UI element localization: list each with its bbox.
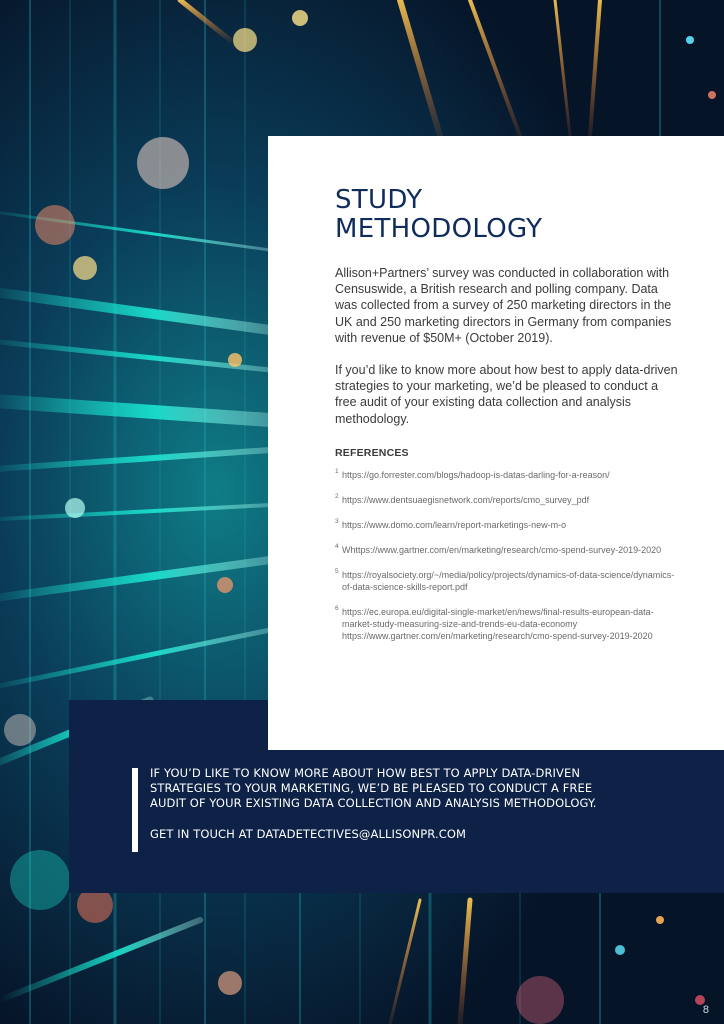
reference-item[interactable] [335, 544, 678, 556]
reference-item[interactable] [335, 519, 678, 531]
cta-accent-bar [132, 768, 138, 852]
audit-paragraph: If you’d like to know more about how best to apply data-driven strategies to your marketing, we’d be pleased to conduct a free audit of your existing data collection and analysis methodology. [335, 363, 678, 426]
reference-number: 2 [335, 492, 339, 500]
reference-item[interactable] [335, 606, 678, 642]
reference-item[interactable] [335, 469, 678, 481]
cta-text: IF YOU’D LIKE TO KNOW MORE ABOUT HOW BEST TO APPLY DATA-DRIVEN STRATEGIES TO YOUR MARKETING, WE’D BE PLEASED TO CONDUCT A FREE AUDIT OF YOUR EXISTING DATA COLLECTION AND ANALYSIS METHODOLOGY. [150, 766, 597, 810]
reference-link[interactable]: https://www.dentsuaegisnetwork.com/reports/cmo_survey_pdf [342, 494, 590, 505]
title-line-2: METHODOLOGY [335, 214, 543, 244]
reference-number: 6 [335, 604, 339, 612]
reference-number: 5 [335, 567, 339, 575]
page-title [335, 186, 635, 244]
cta-block [150, 766, 610, 842]
reference-link[interactable]: Whttps://www.gartner.com/en/marketing/research/cmo-spend-survey-2019-2020 [342, 544, 662, 555]
reference-link[interactable]: https://www.domo.com/learn/report-marketings-new-m-o [342, 519, 567, 530]
references-heading: REFERENCES [335, 446, 409, 459]
methodology-paragraph: Allison+Partners’ survey was conducted in collaboration with Censuswide, a British research and polling company. Data was collected from a survey of 250 marketing directors in the UK and 250 marketing directors in Germany from companies with revenue of $50M+ (October 2019). [335, 266, 672, 345]
reference-link[interactable]: https://royalsociety.org/~/media/policy/projects/dynamics-of-data-science/dynamics-of-data-science-skills-report.pdf [342, 569, 675, 592]
reference-number: 3 [335, 517, 339, 525]
cta-contact-link[interactable]: GET IN TOUCH AT DATADETECTIVES@ALLISONPR.COM [150, 827, 467, 841]
reference-link[interactable]: https://ec.europa.eu/digital-single-market/en/news/final-results-european-data-market-study-measuring-size-and-trends-eu-data-economy https://www.gartner.com/en/marketing/research/cmo-spend-survey-2019-2020 [342, 606, 654, 641]
references-list [335, 469, 678, 642]
methodology-card [268, 136, 724, 750]
page-number: 8 [702, 1004, 709, 1016]
reference-number: 1 [335, 467, 339, 475]
reference-item[interactable] [335, 569, 678, 593]
reference-item[interactable] [335, 494, 678, 506]
title-line-1: STUDY [335, 185, 423, 215]
reference-link[interactable]: https://go.forrester.com/blogs/hadoop-is-datas-darling-for-a-reason/ [342, 469, 610, 480]
reference-number: 4 [335, 542, 339, 550]
